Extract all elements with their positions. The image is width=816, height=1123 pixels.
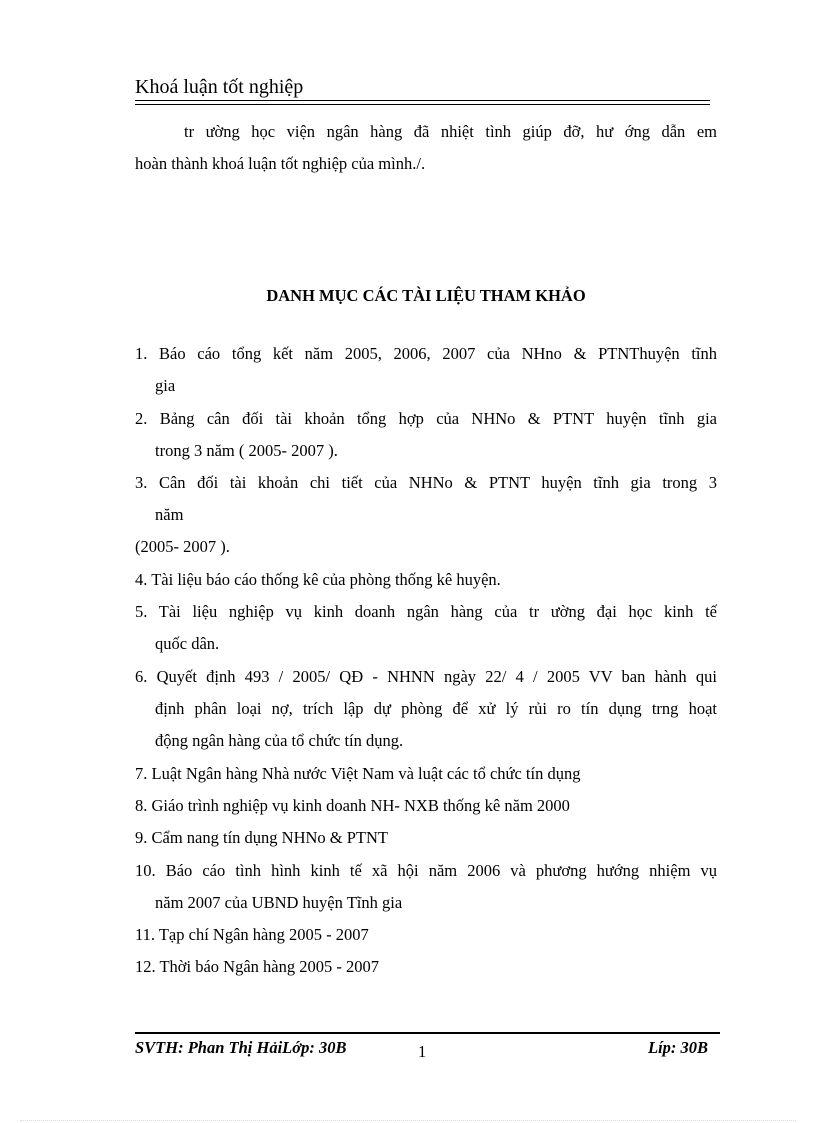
reference-7-line-1: 7. Luật Ngân hàng Nhà nước Việt Nam và luật các tổ chức tín dụng <box>135 764 581 783</box>
reference-8-line-1: 8. Giáo trình nghiệp vụ kinh doanh NH- NXB thống kê năm 2000 <box>135 796 570 815</box>
header-rule-bottom <box>135 104 710 105</box>
header-title: Khoá luận tốt nghiệp <box>135 76 304 98</box>
reference-3-line-1: 3. Cân đối tài khoản chi tiết của NHNo & PTNT huyện tĩnh gia trong 3 <box>135 473 717 492</box>
page-bottom-border <box>20 1120 796 1121</box>
reference-1-line-1: 1. Báo cáo tổng kết năm 2005, 2006, 2007 của NHno & PTNThuyện tĩnh <box>135 344 717 363</box>
reference-6-line-2: định phân loại nợ, trích lập dự phòng để xử lý rủi ro tín dụng trng hoạt <box>155 699 717 718</box>
reference-3-line-3: (2005- 2007 ). <box>135 537 230 556</box>
reference-6-line-3: động ngân hàng của tổ chức tín dụng. <box>155 731 404 750</box>
footer-rule <box>135 1032 720 1034</box>
reference-11-line-1: 11. Tạp chí Ngân hàng 2005 - 2007 <box>135 925 369 944</box>
reference-10-line-1: 10. Báo cáo tình hình kinh tế xã hội năm 2006 và phương hướng nhiệm vụ <box>135 861 717 880</box>
reference-6-line-1: 6. Quyết định 493 / 2005/ QĐ - NHNN ngày 22/ 4 / 2005 VV ban hành qui <box>135 667 717 686</box>
footer-page-number: 1 <box>418 1042 427 1061</box>
reference-3-line-2: năm <box>155 505 184 524</box>
reference-12-line-1: 12. Thời báo Ngân hàng 2005 - 2007 <box>135 957 379 976</box>
footer-class-info: Líp: 30B <box>648 1038 709 1057</box>
reference-5-line-1: 5. Tài liệu nghiệp vụ kinh doanh ngân hàng của tr ường đại học kinh tế <box>135 602 717 621</box>
footer-student-info: SVTH: Phan Thị HảiLớp: 30B <box>135 1038 347 1057</box>
reference-9-line-1: 9. Cẩm nang tín dụng NHNo & PTNT <box>135 828 388 847</box>
intro-line-2: hoàn thành khoá luận tốt nghiệp của mình./. <box>135 154 426 173</box>
reference-2-line-2: trong 3 năm ( 2005- 2007 ). <box>155 441 338 460</box>
intro-paragraph <box>135 116 717 180</box>
section-title: DANH MỤC CÁC TÀI LIỆU THAM KHẢO <box>266 286 586 305</box>
reference-4-line-1: 4. Tài liệu báo cáo thống kê của phòng thống kê huyện. <box>135 570 501 589</box>
header-rule-top <box>135 100 710 101</box>
reference-2-line-1: 2. Bảng cân đối tài khoản tổng hợp của NHNo & PTNT huyện tĩnh gia <box>135 409 717 428</box>
reference-5-line-2: quốc dân. <box>155 634 220 653</box>
intro-line-1: tr ường học viện ngân hàng đã nhiệt tình giúp đỡ, hư ớng dẫn em <box>184 122 717 141</box>
reference-10-line-2: năm 2007 của UBND huyện Tĩnh gia <box>155 893 403 912</box>
reference-1-line-2: gia <box>155 376 176 395</box>
